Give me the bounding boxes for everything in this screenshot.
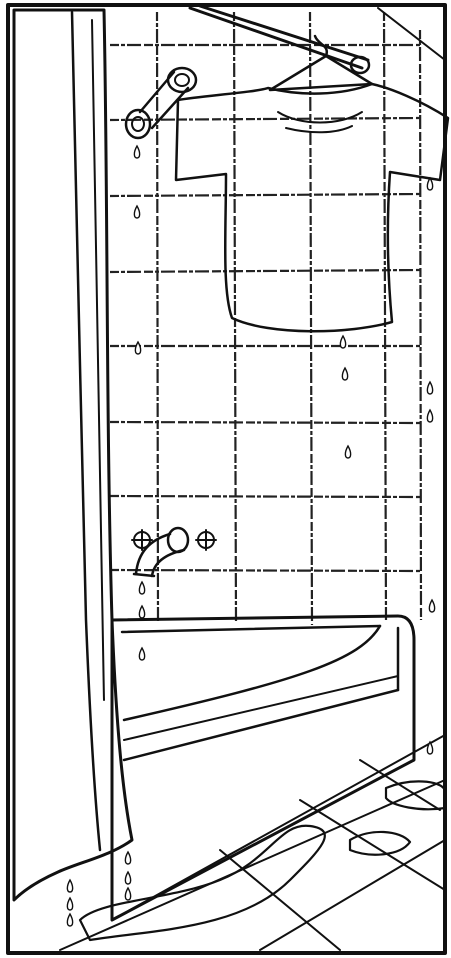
curtain-rod bbox=[190, 6, 369, 73]
hanging-tshirt bbox=[176, 36, 448, 331]
tub-faucet bbox=[132, 528, 216, 576]
wall-tiles bbox=[110, 8, 445, 625]
bathtub bbox=[112, 616, 414, 920]
shower-head bbox=[126, 68, 196, 138]
floor-tiles bbox=[60, 735, 445, 950]
picture-frame bbox=[8, 5, 445, 953]
shower-curtain bbox=[14, 10, 132, 900]
